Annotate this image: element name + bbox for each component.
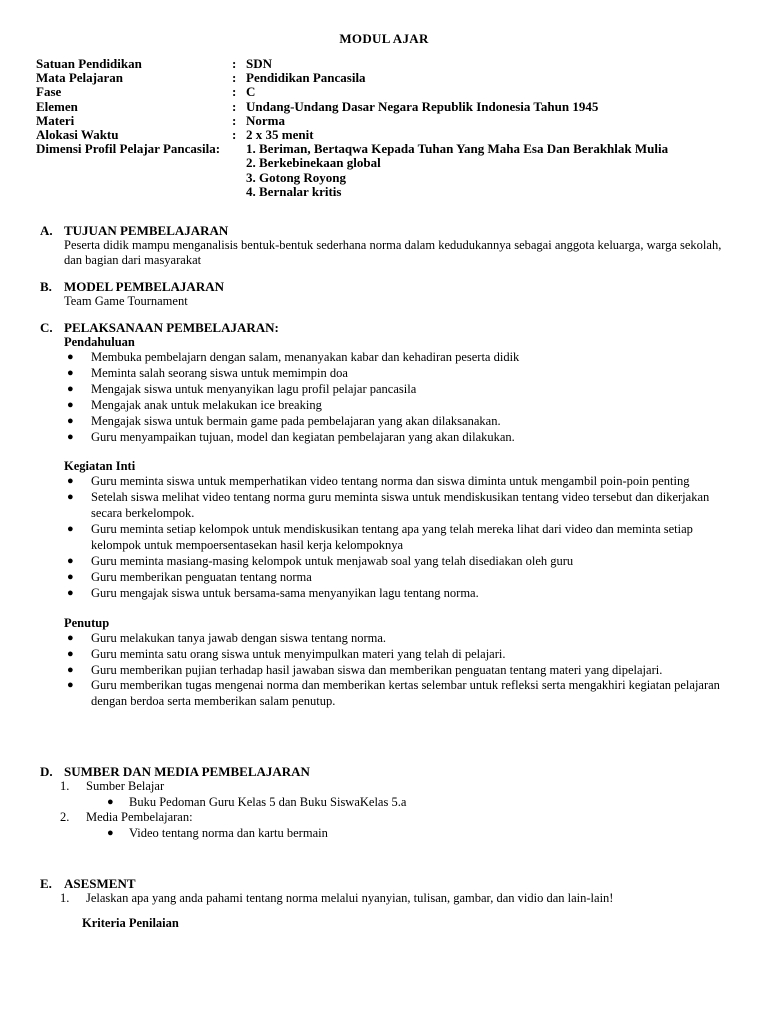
bullet-icon: ●	[67, 351, 74, 363]
info-row	[36, 57, 668, 71]
list-item-text: Guru meminta satu orang siswa untuk menyimpulkan materi yang telah di pelajari.	[91, 646, 506, 661]
bullet-icon: ●	[67, 475, 74, 488]
subsection-heading: Kegiatan Inti	[64, 459, 136, 474]
section-letter: A.	[40, 223, 53, 238]
item-number: 2.	[60, 810, 70, 825]
list-item-text: Guru menyampaikan tujuan, model dan kegiatan pembelajaran yang akan dilakukan.	[91, 429, 515, 444]
sub-list	[107, 826, 740, 842]
section-heading	[40, 876, 740, 891]
section-letter: E.	[40, 876, 52, 891]
section-heading	[40, 764, 740, 779]
dimensi-item: 2. Berkebinekaan global	[246, 155, 381, 171]
list-item	[64, 398, 740, 414]
sub-list	[107, 795, 740, 811]
info-colon: :	[232, 70, 237, 86]
numbered-item	[60, 779, 740, 810]
info-label	[36, 142, 246, 199]
section-body: Team Game Tournament	[64, 294, 188, 308]
info-label: Satuan Pendidikan	[36, 56, 142, 71]
subsection-heading: Penutup	[64, 615, 110, 630]
section-title: SUMBER DAN MEDIA PEMBELAJARAN	[64, 764, 310, 779]
bullet-icon: ●	[67, 382, 74, 395]
bullet-icon: ●	[67, 663, 74, 676]
list-item	[64, 647, 740, 663]
section-letter: C.	[40, 320, 53, 335]
list-item-text: Guru meminta siswa untuk memperhatikan video tentang norma dan siswa diminta untuk mengambil poin-poin penting	[91, 474, 690, 489]
sub-item-text: Video tentang norma dan kartu bermain	[129, 825, 328, 840]
bullet-icon: ●	[107, 795, 114, 808]
bullet-icon: ●	[67, 430, 74, 443]
sumber-list	[60, 779, 740, 841]
info-colon: :	[232, 56, 237, 71]
section-body: Peserta didik mampu menganalisis bentuk-bentuk sederhana norma dalam kedudukannya sebagai anggota keluarga, warga sekolah, dan bagian dari masyarakat	[64, 238, 722, 268]
subsection-heading: Pendahuluan	[64, 335, 135, 349]
section-title: MODEL PEMBELAJARAN	[64, 279, 224, 294]
pendahuluan-list	[64, 350, 740, 445]
list-item-text: Guru memberikan tugas mengenai norma dan memberikan kertas selembar untuk refleksi serta mengakhiri kegiatan pelajaran dengan berdoa serta memberikan salam penutup.	[91, 678, 720, 709]
info-row	[36, 128, 668, 142]
info-colon: :	[215, 141, 221, 157]
list-item	[64, 366, 740, 382]
info-colon: :	[232, 98, 237, 114]
list-item-text: Guru melakukan tanya jawab dengan siswa tentang norma.	[91, 630, 387, 645]
section-sumber	[40, 764, 740, 841]
section-heading	[40, 279, 740, 294]
list-item-text: Guru memberikan pujian terhadap hasil jawaban siswa dan memberikan penguatan tentang materi yang dipelajari.	[91, 662, 663, 677]
sub-item	[107, 826, 740, 842]
info-colon: :	[232, 127, 237, 143]
list-item	[64, 430, 740, 446]
item-number: 1.	[60, 779, 70, 793]
list-item-text: Guru meminta setiap kelompok untuk mendiskusikan tentang apa yang telah mereka lihat dari video dan meminta setiap kelompok untuk mempoersentasekan hasil kerja kelompoknya	[91, 522, 693, 553]
list-item-text: Mengajak siswa untuk bermain game pada pembelajaran yang akan dilaksanakan.	[91, 413, 501, 428]
list-item	[64, 586, 740, 602]
item-number: 1.	[60, 891, 70, 905]
list-item	[64, 474, 740, 490]
dimensi-item: 4. Bernalar kritis	[246, 183, 342, 199]
bullet-icon: ●	[67, 631, 74, 644]
info-label: Elemen	[36, 98, 78, 114]
info-value: Norma	[246, 112, 285, 128]
list-item-text: Setelah siswa melihat video tentang norma guru meminta siswa untuk mendiskusikan tentang video tersebut dan dikerjakan secara berkelompok.	[91, 490, 710, 521]
bullet-icon: ●	[67, 570, 74, 583]
info-colon: :	[232, 84, 237, 100]
list-item	[64, 490, 740, 522]
bullet-icon: ●	[67, 554, 74, 567]
info-row	[36, 85, 668, 99]
bullet-icon: ●	[67, 647, 74, 660]
bullet-icon: ●	[67, 491, 74, 504]
section-letter: D.	[40, 764, 53, 779]
bullet-icon: ●	[67, 679, 74, 692]
info-row	[36, 114, 668, 128]
dimensi-item: 3. Gotong Royong	[246, 169, 347, 185]
sub-item-text: Buku Pedoman Guru Kelas 5 dan Buku SiswaKelas 5.a	[129, 794, 407, 809]
list-item-text: Mengajak siswa untuk menyanyikan lagu profil pelajar pancasila	[91, 381, 417, 396]
section-model	[40, 279, 740, 309]
list-item-text: Guru mengajak siswa untuk bersama-sama menyanyikan lagu tentang norma.	[91, 585, 479, 600]
info-value: SDN	[246, 56, 273, 71]
asesment-list	[60, 891, 740, 907]
info-colon: :	[232, 112, 237, 128]
list-item	[64, 678, 740, 710]
list-item	[64, 663, 740, 679]
section-pelaksanaan	[40, 320, 740, 710]
section-tujuan	[40, 223, 740, 268]
section-title: TUJUAN PEMBELAJARAN	[64, 223, 229, 238]
list-item	[64, 631, 740, 647]
info-label: Fase	[36, 84, 62, 100]
list-item-text: Membuka pembelajarn dengan salam, menanyakan kabar dan kehadiran peserta didik	[91, 350, 520, 364]
info-row	[36, 100, 668, 114]
bullet-icon: ●	[107, 826, 114, 839]
document-title: MODUL AJAR	[339, 31, 429, 46]
numbered-item	[60, 810, 740, 841]
list-item-text: Guru meminta masiang-masing kelompok untuk menjawab soal yang telah disediakan oleh guru	[91, 553, 574, 568]
info-value: 2 x 35 menit	[246, 127, 314, 143]
dimensi-label: Dimensi Profil Pelajar Pancasila	[36, 141, 216, 157]
info-label: Alokasi Waktu	[36, 127, 119, 143]
kriteria-heading: Kriteria Penilaian	[82, 915, 179, 930]
list-item-text: Mengajak anak untuk melakukan ice breaking	[91, 397, 322, 412]
penutup-list	[64, 631, 740, 711]
section-letter: B.	[40, 279, 52, 294]
bullet-icon: ●	[67, 366, 74, 379]
item-label: Sumber Belajar	[86, 779, 165, 793]
info-label: Mata Pelajaran	[36, 70, 124, 86]
info-value: C	[246, 84, 256, 100]
list-item-text: Meminta salah seorang siswa untuk memimpin doa	[91, 365, 348, 380]
info-value: Undang-Undang Dasar Negara Republik Indonesia Tahun 1945	[246, 98, 599, 114]
bullet-icon: ●	[67, 523, 74, 536]
dimensi-list	[246, 142, 668, 199]
inti-list	[64, 474, 740, 601]
list-item	[64, 554, 740, 570]
info-row	[36, 71, 668, 85]
identity-table	[36, 57, 668, 199]
list-item	[64, 414, 740, 430]
list-item	[64, 350, 740, 366]
list-item-text: Guru memberikan penguatan tentang norma	[91, 569, 312, 584]
section-heading	[40, 320, 740, 335]
info-label: Materi	[36, 112, 75, 128]
numbered-item	[60, 891, 740, 907]
list-item	[64, 522, 740, 554]
item-label: Media Pembelajaran:	[86, 810, 193, 825]
list-item	[64, 382, 740, 398]
bullet-icon: ●	[67, 398, 74, 411]
sub-item	[107, 795, 740, 811]
info-value: Pendidikan Pancasila	[246, 70, 366, 86]
section-asesment	[40, 876, 740, 931]
dimensi-item: 1. Beriman, Bertaqwa Kepada Tuhan Yang Maha Esa Dan Berakhlak Mulia	[246, 141, 669, 157]
list-item	[64, 570, 740, 586]
section-title: ASESMENT	[64, 876, 136, 891]
info-row-dimensi	[36, 142, 668, 199]
bullet-icon: ●	[67, 586, 74, 599]
section-heading	[40, 223, 740, 238]
bullet-icon: ●	[67, 414, 74, 427]
item-text: Jelaskan apa yang anda pahami tentang norma melalui nyanyian, tulisan, gambar, dan vidio dan lain-lain!	[86, 891, 614, 905]
section-title: PELAKSANAAN PEMBELAJARAN:	[64, 320, 279, 335]
